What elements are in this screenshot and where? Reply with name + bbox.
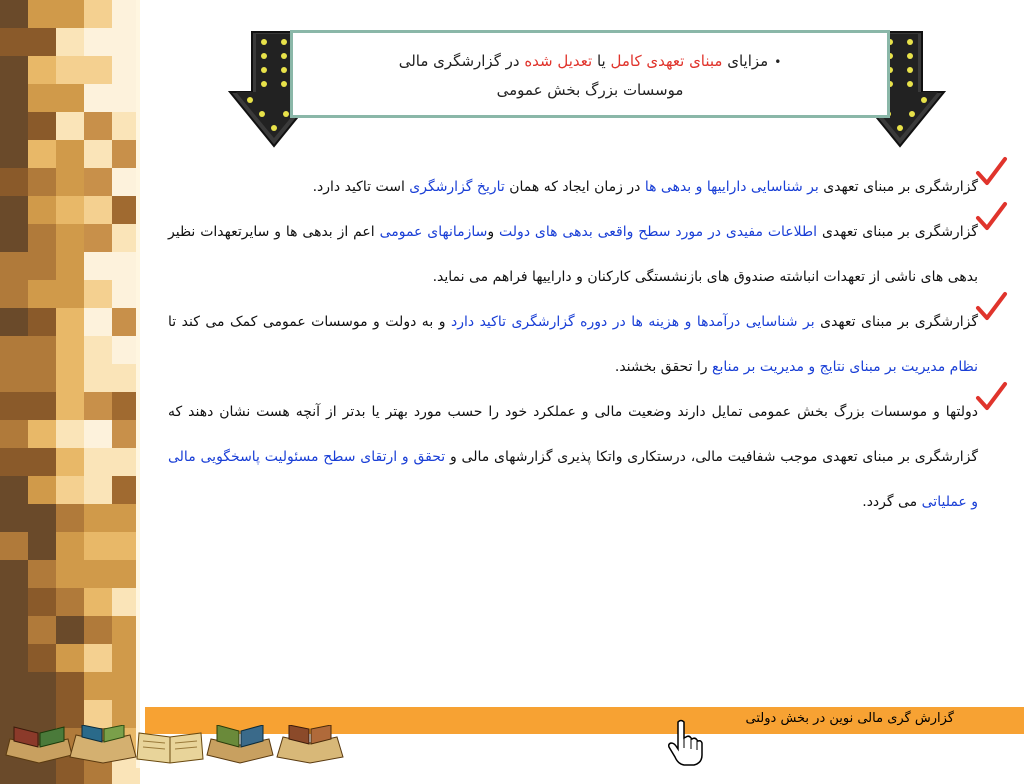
mosaic-tile xyxy=(0,700,28,728)
mosaic-tile xyxy=(0,336,28,364)
mosaic-tile xyxy=(84,168,112,196)
body-text: در زمان ایجاد که همان xyxy=(504,179,645,195)
slide-title-box xyxy=(290,30,890,118)
mosaic-tile xyxy=(0,364,28,392)
body-paragraph xyxy=(168,210,978,300)
body-paragraph xyxy=(168,300,978,390)
highlighted-phrase: بر شناسایی درآمدها و هزینه ها در دوره گزارشگری تاکید دارد xyxy=(450,314,815,330)
mosaic-tile xyxy=(0,448,28,476)
mosaic-tile xyxy=(84,420,112,448)
mosaic-tile xyxy=(28,364,56,392)
mosaic-tile xyxy=(84,140,112,168)
body-text: است تاکید دارد. xyxy=(312,179,410,195)
book-icon xyxy=(4,725,74,765)
mosaic-edge xyxy=(136,0,140,768)
mosaic-tile xyxy=(28,392,56,420)
highlighted-phrase: نظام مدیریت بر مبنای نتایج و مدیریت بر منابع xyxy=(712,359,978,375)
mosaic-tile xyxy=(84,280,112,308)
mosaic-tile xyxy=(56,308,84,336)
title-line-2: موسسات بزرگ بخش عمومی xyxy=(496,81,684,99)
title-text: در گزارشگری مالی xyxy=(398,52,525,70)
mosaic-tile xyxy=(28,56,56,84)
mosaic-tile xyxy=(28,532,56,560)
book-icon xyxy=(68,725,138,765)
body-text: و xyxy=(487,224,500,240)
mosaic-tile xyxy=(28,336,56,364)
mosaic-tile xyxy=(56,672,84,700)
mosaic-tile xyxy=(84,672,112,700)
check-mark-icon xyxy=(974,200,1008,234)
mosaic-tile xyxy=(84,560,112,588)
mosaic-tile xyxy=(84,364,112,392)
book-icon xyxy=(135,725,205,765)
mosaic-tile xyxy=(56,616,84,644)
highlighted-phrase: تاریخ گزارشگری xyxy=(409,179,505,195)
mosaic-tile xyxy=(84,224,112,252)
mosaic-tile xyxy=(28,0,56,28)
mosaic-tile xyxy=(0,28,28,56)
body-text: می گردد. xyxy=(862,494,922,510)
mosaic-tile xyxy=(84,196,112,224)
title-text: یا xyxy=(592,52,611,70)
mosaic-tile xyxy=(56,168,84,196)
mosaic-tile xyxy=(28,448,56,476)
mosaic-tile xyxy=(56,504,84,532)
decorative-mosaic-strip xyxy=(0,0,140,768)
mosaic-tile xyxy=(56,84,84,112)
highlighted-phrase: بر شناسایی داراییها و بدهی ها xyxy=(644,179,819,195)
mosaic-tile xyxy=(84,504,112,532)
mosaic-tile xyxy=(56,56,84,84)
title-line-1-text xyxy=(399,52,769,70)
mosaic-tile xyxy=(56,0,84,28)
mosaic-tile xyxy=(0,672,28,700)
mosaic-tile xyxy=(0,392,28,420)
mosaic-tile xyxy=(0,308,28,336)
mosaic-tile xyxy=(28,84,56,112)
mosaic-tile xyxy=(56,364,84,392)
body-text: گزارشگری بر مبنای تعهدی xyxy=(817,224,978,240)
mosaic-tile xyxy=(0,168,28,196)
book-icon xyxy=(205,725,275,765)
mosaic-tile xyxy=(56,448,84,476)
mosaic-tile xyxy=(28,252,56,280)
mosaic-tile xyxy=(28,168,56,196)
mosaic-tile xyxy=(28,644,56,672)
mosaic-tile xyxy=(28,476,56,504)
body-text: دولتها و موسسات بزرگ بخش عمومی تمایل دارند وضعیت مالی و عملکرد خود را حسب مورد بهتر یا بدتر از آنچه هست نشان دهند که گزارشگری بر مبنای تعهدی موجب شفافیت مالی، درستکاری واتکا پذیری گزارشهای مالی و xyxy=(168,404,978,465)
mosaic-tile xyxy=(56,112,84,140)
mosaic-tile xyxy=(0,476,28,504)
mosaic-tile xyxy=(28,28,56,56)
mosaic-tile xyxy=(56,560,84,588)
highlighted-phrase: تحقق و ارتقای سطح مسئولیت پاسخگویی مالی و عملیاتی xyxy=(168,449,978,510)
mosaic-tile xyxy=(56,196,84,224)
mosaic-tile xyxy=(84,588,112,616)
mosaic-tile xyxy=(84,56,112,84)
mosaic-tile xyxy=(56,476,84,504)
body-text: را تحقق بخشند. xyxy=(614,359,713,375)
mosaic-tile xyxy=(84,448,112,476)
mosaic-tile xyxy=(84,616,112,644)
mosaic-tile xyxy=(84,644,112,672)
body-text: اعم از بدهی ها و سایرتعهدات نظیر بدهی های ناشی از تعهدات انباشته صندوق های بازنشستگی کارکنان و داراییها فراهم می نماید. xyxy=(168,224,978,285)
mosaic-tile xyxy=(56,28,84,56)
mosaic-tile xyxy=(0,616,28,644)
mosaic-tile xyxy=(84,392,112,420)
mosaic-tile xyxy=(0,532,28,560)
mosaic-tile xyxy=(84,476,112,504)
mosaic-tile xyxy=(0,0,28,28)
hand-pointer-icon[interactable] xyxy=(664,718,704,766)
mosaic-tile xyxy=(84,84,112,112)
mosaic-tile xyxy=(28,140,56,168)
mosaic-tile xyxy=(0,588,28,616)
mosaic-tile xyxy=(0,196,28,224)
mosaic-tile xyxy=(84,0,112,28)
body-text: و به دولت و موسسات عمومی کمک می کند تا xyxy=(168,314,451,330)
title-text: مزایای xyxy=(722,52,769,70)
mosaic-tile xyxy=(56,140,84,168)
mosaic-tile xyxy=(0,504,28,532)
check-mark-icon xyxy=(974,155,1008,189)
title-highlight: تعدیل شده xyxy=(524,52,593,70)
mosaic-tile xyxy=(84,700,112,728)
mosaic-tile xyxy=(84,336,112,364)
mosaic-tile xyxy=(0,224,28,252)
mosaic-tile xyxy=(0,140,28,168)
mosaic-tile xyxy=(0,112,28,140)
body-paragraph xyxy=(168,390,978,525)
check-mark-icon xyxy=(974,290,1008,324)
body-text: گزارشگری بر مبنای تعهدی xyxy=(818,179,978,195)
mosaic-tile xyxy=(84,308,112,336)
mosaic-tile xyxy=(28,560,56,588)
mosaic-tile xyxy=(0,420,28,448)
mosaic-tile xyxy=(28,504,56,532)
mosaic-tile xyxy=(28,588,56,616)
mosaic-tile xyxy=(0,84,28,112)
mosaic-tile xyxy=(28,112,56,140)
highlighted-phrase: سازمانهای عمومی xyxy=(379,224,488,240)
book-icon xyxy=(275,725,345,765)
mosaic-tile xyxy=(84,532,112,560)
mosaic-tile xyxy=(28,672,56,700)
mosaic-tile xyxy=(56,280,84,308)
mosaic-tile xyxy=(56,700,84,728)
mosaic-tile xyxy=(0,560,28,588)
bullet-symbol: • xyxy=(774,55,782,69)
slide-body xyxy=(168,165,978,525)
mosaic-tile xyxy=(28,420,56,448)
check-mark-icon xyxy=(974,380,1008,414)
mosaic-tile xyxy=(56,224,84,252)
mosaic-tile xyxy=(56,392,84,420)
mosaic-tile xyxy=(28,280,56,308)
mosaic-tile xyxy=(56,532,84,560)
title-highlight: مبنای تعهدی کامل xyxy=(610,52,723,70)
mosaic-tile xyxy=(56,420,84,448)
mosaic-tile xyxy=(56,252,84,280)
title-line-1 xyxy=(293,47,887,76)
mosaic-tile xyxy=(28,308,56,336)
mosaic-tile xyxy=(84,112,112,140)
mosaic-tile xyxy=(28,700,56,728)
mosaic-tile xyxy=(0,252,28,280)
highlighted-phrase: اطلاعات مفیدی در مورد سطح واقعی بدهی های دولت xyxy=(499,224,818,240)
mosaic-tile xyxy=(28,196,56,224)
mosaic-tile xyxy=(56,644,84,672)
mosaic-tile xyxy=(84,28,112,56)
mosaic-tile xyxy=(56,336,84,364)
mosaic-tile xyxy=(84,252,112,280)
body-text: گزارشگری بر مبنای تعهدی xyxy=(814,314,978,330)
mosaic-tile xyxy=(56,588,84,616)
mosaic-tile xyxy=(0,644,28,672)
footer-title: گزارش گری مالی نوین در بخش دولتی xyxy=(745,711,954,726)
mosaic-tile xyxy=(28,224,56,252)
body-paragraph xyxy=(168,165,978,210)
footer-title-box xyxy=(700,707,1024,734)
mosaic-tile xyxy=(0,56,28,84)
mosaic-tile xyxy=(0,280,28,308)
mosaic-tile xyxy=(28,616,56,644)
